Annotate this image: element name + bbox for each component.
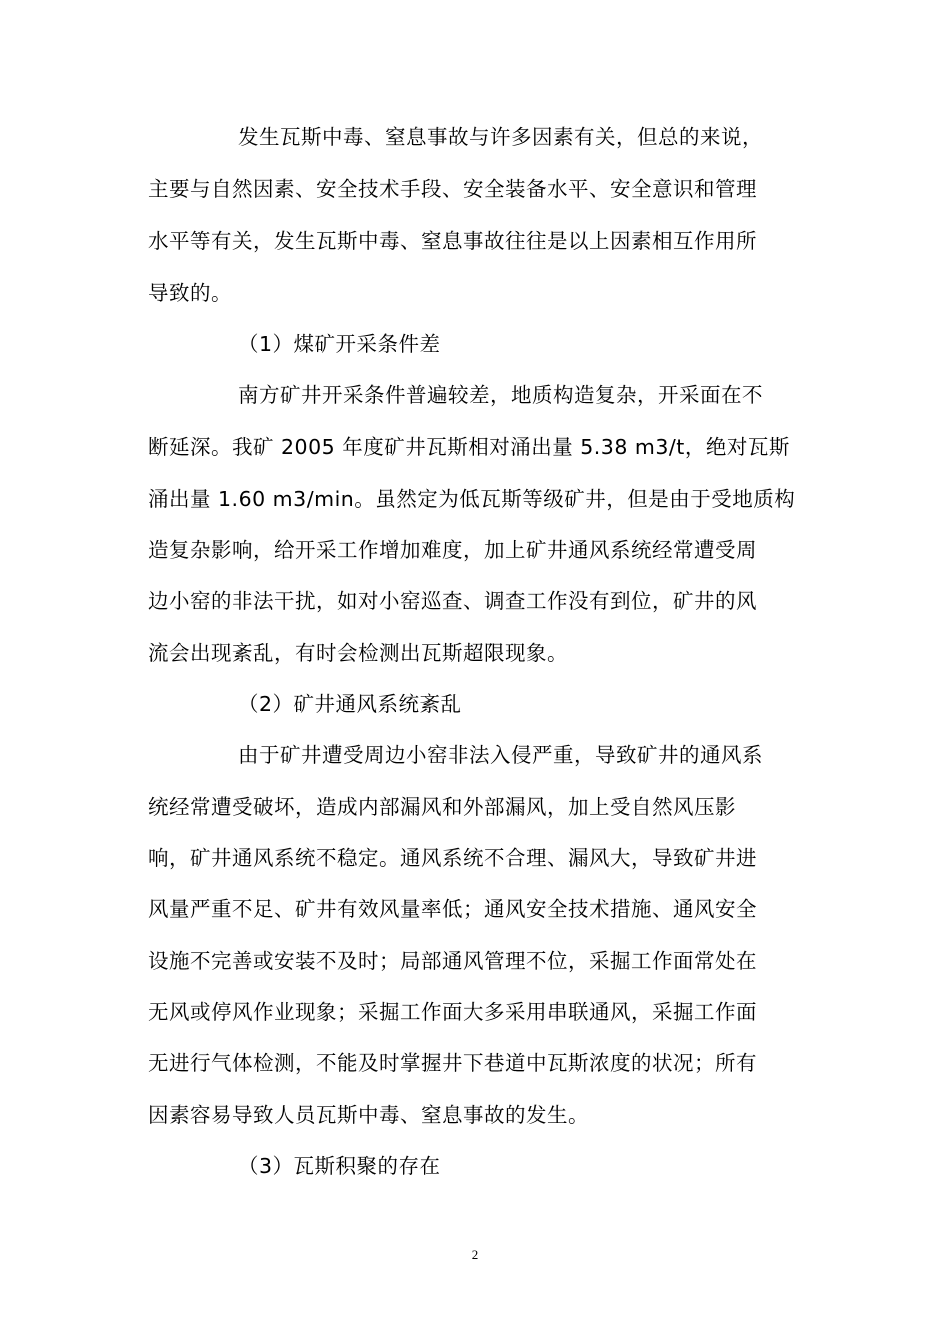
text-line: 导致的。 <box>148 281 232 305</box>
text-line: 造复杂影响，给开采工作增加难度，加上矿井通风系统经常遭受周 <box>148 538 757 562</box>
text-line: 无进行气体检测，不能及时掌握井下巷道中瓦斯浓度的状况；所有 <box>148 1051 757 1075</box>
text-line: 发生瓦斯中毒、窒息事故与许多因素有关，但总的来说， <box>238 125 763 149</box>
text-line: 流会出现紊乱，有时会检测出瓦斯超限现象。 <box>148 641 568 665</box>
text-line: 主要与自然因素、安全技术手段、安全装备水平、安全意识和管理 <box>148 177 757 201</box>
section-heading-3: （3）瓦斯积聚的存在 <box>238 1154 441 1178</box>
text-line: 边小窑的非法干扰，如对小窑巡查、调查工作没有到位，矿井的风 <box>148 589 757 613</box>
section-heading-2: （2）矿井通风系统紊乱 <box>238 692 462 716</box>
text-line: 断延深。我矿 2005 年度矿井瓦斯相对涌出量 5.38 m3/t，绝对瓦斯 <box>148 435 790 459</box>
text-line: 由于矿井遭受周边小窑非法入侵严重，导致矿井的通风系 <box>238 743 763 767</box>
text-line: 南方矿井开采条件普遍较差，地质构造复杂，开采面在不 <box>238 383 763 407</box>
text-line: 设施不完善或安装不及时；局部通风管理不位，采掘工作面常处在 <box>148 949 757 973</box>
text-line: 因素容易导致人员瓦斯中毒、窒息事故的发生。 <box>148 1103 589 1127</box>
text-line: 无风或停风作业现象；采掘工作面大多采用串联通风，采掘工作面 <box>148 1000 757 1024</box>
text-line: 统经常遭受破坏，造成内部漏风和外部漏风，加上受自然风压影 <box>148 795 736 819</box>
text-line: 响，矿井通风系统不稳定。通风系统不合理、漏风大，导致矿井进 <box>148 846 757 870</box>
text-line: 风量严重不足、矿井有效风量率低；通风安全技术措施、通风安全 <box>148 897 757 921</box>
section-heading-1: （1）煤矿开采条件差 <box>238 332 441 356</box>
page-number: 2 <box>471 1247 479 1262</box>
text-line: 水平等有关，发生瓦斯中毒、窒息事故往往是以上因素相互作用所 <box>148 229 757 253</box>
text-line: 涌出量 1.60 m3/min。虽然定为低瓦斯等级矿井，但是由于受地质构 <box>148 487 796 511</box>
